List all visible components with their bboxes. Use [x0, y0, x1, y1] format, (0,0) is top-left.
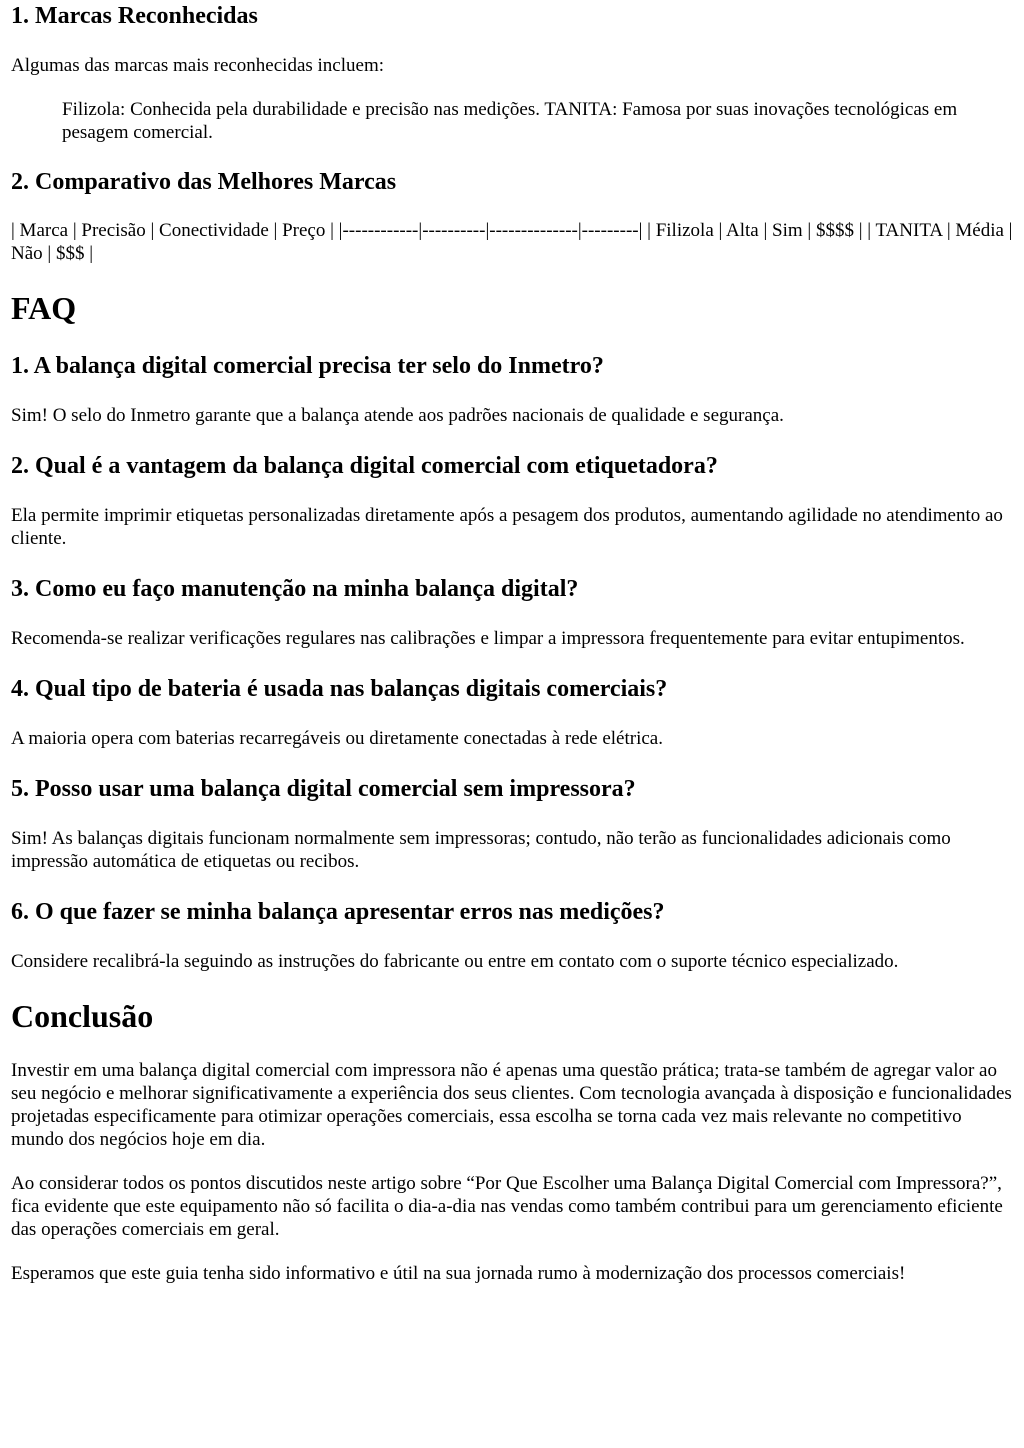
- faq-answer: A maioria opera com baterias recarregáveis ou diretamente conectadas à rede elétrica.: [11, 728, 663, 749]
- faq-question: 5. Posso usar uma balança digital comercial sem impressora?: [11, 776, 636, 802]
- faq-title: FAQ: [11, 290, 77, 326]
- faq-question: 2. Qual é a vantagem da balança digital comercial com etiquetadora?: [11, 453, 718, 479]
- faq-answer: Considere recalibrá-la seguindo as instruções do fabricante ou entre em contato com o suporte técnico especializado.: [11, 951, 899, 972]
- brands-quote: Filizola: Conhecida pela durabilidade e precisão nas medições. TANITA: Famosa por suas inovações tecnológicas em pesagem comercial.: [62, 99, 958, 143]
- conclusion-paragraph: Ao considerar todos os pontos discutidos neste artigo sobre “Por Que Escolher uma Balança Digital Comercial com Impressora?”, fica evidente que este equipamento não só facilita o dia-a-dia nas vendas como também contribui para um gerenciamento eficiente das operações comerciais em geral.: [11, 1173, 1003, 1240]
- section-heading-marcas: 1. Marcas Reconhecidas: [11, 3, 258, 29]
- conclusion-title: Conclusão: [11, 998, 154, 1034]
- faq-question: 1. A balança digital comercial precisa ter selo do Inmetro?: [11, 353, 604, 379]
- conclusion-paragraph: Esperamos que este guia tenha sido informativo e útil na sua jornada rumo à modernização dos processos comerciais!: [11, 1263, 906, 1284]
- faq-answer: Sim! O selo do Inmetro garante que a balança atende aos padrões nacionais de qualidade e segurança.: [11, 405, 784, 426]
- faq-answer: Recomenda-se realizar verificações regulares nas calibrações e limpar a impressora frequentemente para evitar entupimentos.: [11, 628, 965, 649]
- section-heading-comparativo: 2. Comparativo das Melhores Marcas: [11, 169, 397, 195]
- conclusion-paragraph: Investir em uma balança digital comercial com impressora não é apenas uma questão prática; trata-se também de agregar valor ao seu negócio e melhorar significativamente a experiência dos seus clientes. Com tecnologia avançada à disposição e funcionalidades projetadas especificamente para otimizar operações comerciais, essa escolha se torna cada vez mais relevante no competitivo mundo dos negócios hoje em dia.: [11, 1060, 1012, 1150]
- article-body: [0, 2, 1024, 1285]
- comparison-table-text: | Marca | Precisão | Conectividade | Preço | |------------|----------|--------------|---------| | Filizola | Alta | Sim | $$$$ | | TANITA | Média | Não | $$$ |: [11, 220, 1013, 264]
- faq-question: 6. O que fazer se minha balança apresentar erros nas medições?: [11, 899, 665, 925]
- faq-question: 4. Qual tipo de bateria é usada nas balanças digitais comerciais?: [11, 676, 668, 702]
- faq-answer: Ela permite imprimir etiquetas personalizadas diretamente após a pesagem dos produtos, aumentando agilidade no atendimento ao cliente.: [11, 505, 1003, 549]
- faq-question: 3. Como eu faço manutenção na minha balança digital?: [11, 576, 579, 602]
- faq-answer: Sim! As balanças digitais funcionam normalmente sem impressoras; contudo, não terão as funcionalidades adicionais como impressão automática de etiquetas ou recibos.: [11, 828, 951, 872]
- section-intro-marcas: Algumas das marcas mais reconhecidas incluem:: [11, 55, 385, 76]
